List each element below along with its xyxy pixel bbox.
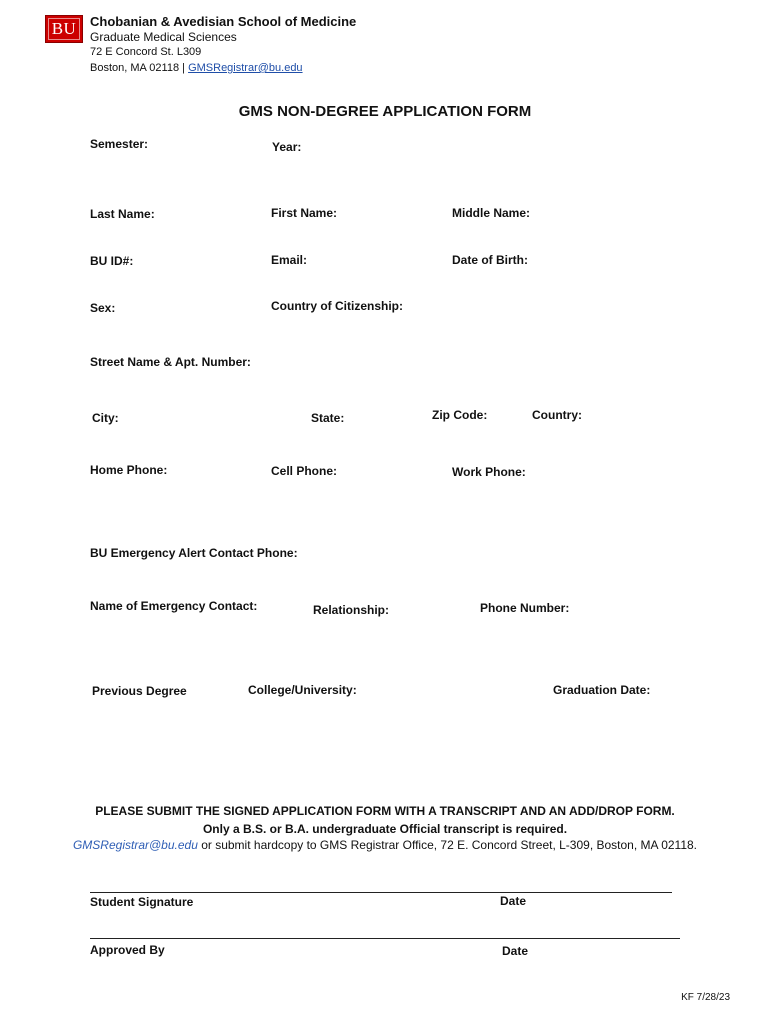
zip-code-label: Zip Code: xyxy=(432,408,488,422)
address-line-2 xyxy=(90,62,303,74)
college-university-label: College/University: xyxy=(248,683,357,697)
graduation-date-label: Graduation Date: xyxy=(553,683,651,697)
school-name: Chobanian & Avedisian School of Medicine xyxy=(90,14,357,29)
home-phone-label: Home Phone: xyxy=(90,463,168,477)
revision-code: KF 7/28/23 xyxy=(681,992,730,1003)
emergency-alert-phone-label: BU Emergency Alert Contact Phone: xyxy=(90,546,298,560)
phone-number-label: Phone Number: xyxy=(480,601,570,615)
semester-label: Semester: xyxy=(90,137,149,151)
bu-id-label: BU ID#: xyxy=(90,254,134,268)
street-label: Street Name & Apt. Number: xyxy=(90,355,251,369)
work-phone-label: Work Phone: xyxy=(452,465,526,479)
submission-address: or submit hardcopy to GMS Registrar Office, 72 E. Concord Street, L-309, Boston, MA 02118. xyxy=(197,838,698,852)
emergency-contact-name-label: Name of Emergency Contact: xyxy=(90,599,258,613)
signature-date-label: Date xyxy=(500,894,527,908)
submit-notice: PLEASE SUBMIT THE SIGNED APPLICATION FORM WITH A TRANSCRIPT AND AN ADD/DROP FORM. xyxy=(95,804,675,818)
sex-label: Sex: xyxy=(90,301,116,315)
student-signature-label: Student Signature xyxy=(90,895,194,909)
address-line-1: 72 E Concord St. L309 xyxy=(90,46,202,58)
transcript-requirement: Only a B.S. or B.A. undergraduate Official transcript is required. xyxy=(202,822,568,836)
last-name-label: Last Name: xyxy=(90,207,155,221)
submission-email-link[interactable]: GMSRegistrar@bu.edu xyxy=(72,838,198,852)
state-label: State: xyxy=(311,411,345,425)
email-label: Email: xyxy=(271,253,308,267)
bu-logo xyxy=(45,15,83,43)
address-city: Boston, MA 02118 | xyxy=(90,62,189,74)
cell-phone-label: Cell Phone: xyxy=(271,464,338,478)
date-of-birth-label: Date of Birth: xyxy=(452,253,528,267)
approved-by-label: Approved By xyxy=(90,943,165,957)
approved-by-line xyxy=(90,938,680,939)
first-name-label: First Name: xyxy=(271,206,338,220)
bu-logo-text: BU xyxy=(51,19,77,38)
country-of-citizenship-label: Country of Citizenship: xyxy=(271,299,403,313)
form-title: GMS NON-DEGREE APPLICATION FORM xyxy=(238,103,532,120)
city-label: City: xyxy=(92,411,119,425)
relationship-label: Relationship: xyxy=(313,603,390,617)
approval-date-label: Date xyxy=(502,944,529,958)
submission-instructions xyxy=(0,838,770,852)
department-name: Graduate Medical Sciences xyxy=(90,30,237,44)
middle-name-label: Middle Name: xyxy=(452,206,531,220)
previous-degree-label: Previous Degree xyxy=(92,684,187,698)
country-label: Country: xyxy=(532,408,582,422)
student-signature-line xyxy=(90,892,672,893)
registrar-email-link[interactable]: GMSRegistrar@bu.edu xyxy=(188,62,303,74)
year-label: Year: xyxy=(272,140,302,154)
